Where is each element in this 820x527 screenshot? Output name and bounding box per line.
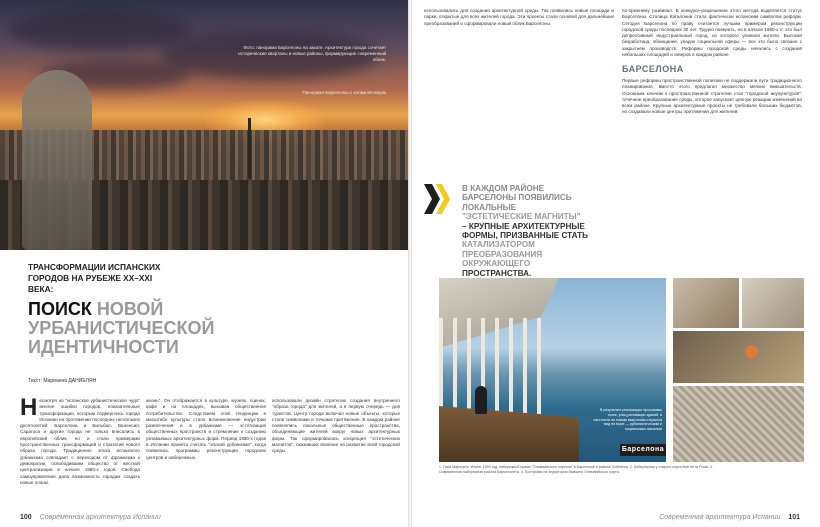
page-gutter [408,0,412,527]
page-number-right: 101 [788,514,800,521]
page-number-left: 100 [20,514,32,521]
thumbnail-photo-3 [673,331,804,383]
hero-photo-barcelona-sunset [0,0,408,250]
right-body-column-2-top [622,8,802,60]
right-body-column-2 [622,78,802,274]
right-body-column-1 [424,8,614,178]
photo-label-barcelona: Барселона [620,444,666,456]
article-title [28,300,248,357]
folio-left [20,514,161,521]
body-column-3 [272,398,400,508]
hero-caption: Фото: панорама Барселоны на закате. Архитектура города сочетает исторические кварталы и новые районы, формирующие современный облик. [238,45,386,62]
quote-line-3: – КРУПНЫЕ АРХИТЕКТУРНЫЕ ФОРМЫ, ПРИЗВАННЫЕ СТАТЬ [462,221,589,241]
magazine-name-right: Современная архитектура Испании [659,514,781,521]
quote-line-1: В КАЖДОМ РАЙОНЕ БАРСЕЛОНЫ ПОЯВИЛИСЬ ЛОКАЛЬНЫЕ [462,184,572,212]
title-part-grey-2: ИДЕНТИЧНОСТИ [28,337,179,357]
waterfront-photo [439,278,666,462]
body-column-2 [146,398,266,508]
pull-quote [462,184,600,278]
body-column-1 [20,398,140,508]
byline: Текст: Марианна ДАНИЕЛЯН [28,378,97,384]
dropcap: Н [20,398,38,421]
quote-line-5: ПРОСТРАНСТВА. [462,268,532,278]
quote-line-4: КАТАЛИЗАТОРОМ ПРЕОБРАЗОВАНИЯ ОКРУЖАЮЩЕГО [462,240,543,269]
body-text-1: есмотря на "испанское урбанистическое чудо" многие ошибки городов, показательные трансформации, которым подверглись города Испании на протяжении последних нескольких десятилетий: Барселона и Бильбао, Валенсия, Сарагоса и другие города не только вписались в европейский облик, но и стали примерами пространственных трансформаций и стратегий нового образа города. Традиционно эпоха испанского урбанизма совпадает с переходом от франкизма к демократии, освободившим общество от жесткой централизации в начале 1980-х годов. Свобода самоуправления дала возможность городам создать новые планы. [20,398,140,485]
thumbnail-photo-4 [673,386,804,462]
tv-tower [248,118,251,178]
quote-line-2: "ЭСТЕТИЧЕСКИЕ МАГНИТЫ" [462,212,581,222]
article-kicker: ТРАНСФОРМАЦИИ ИСПАНСКИХ ГОРОДОВ НА РУБЕЖЕ XX–XXI ВЕКА: [28,262,161,294]
title-part-grey-1: НОВОЙ УРБАНИСТИЧЕСКОЙ [28,299,215,338]
title-part-black: ПОИСК [28,299,97,319]
section-heading: БАРСЕЛОНА [622,64,684,74]
thumbnail-photo-2 [742,278,804,328]
right-body-text-2: Первые реформы пространственной политики не поддержали пути традиционного планирования, вместо этого предлагая множество мелких вмешательств. Основным ключом к пространственной стратегии стал "городской акупунктурой": точечное преобразование среды, которое запускает цепную реакцию изменений во всем районе. Крупные архитектурные проекты не требовали больших бюджетов, но создавали новые центры притяжения для жителей. [622,78,802,115]
photo-caption: В результате реализации программы точек, улиц реновации зданий, в частности по новым кварталам открылся вид на море — урбанистическим и социальным смыслом [593,408,662,432]
chevron-quote-icon [424,182,454,216]
magazine-name-left: Современная архитектура Испании [39,514,161,521]
body-text-2: жизнь". Он отображается в культуре, музеях, сценах, кафе и на площадях, вызывая общественное потребительство. Следствием этой тенденции в масштабе культуры стало возникновение индустрии развлечения и в урбанизме — эстетизация общественных пространств и стремление к созданию узнаваемых архитектурных форм. Период 1980-х годов в Испании принято считать "эпохой урбанизма", когда появились программы реконструкции городских центров и набережных. [146,398,266,460]
right-body-text-1: использовались для создания архитектурной среды. Так появились новые площади и парки, открытые для всех жителей города. Эти проекты стали основой для дальнейших преобразований и сформировали новый облик Барселоны. [424,8,614,26]
statue-figure [22,70,92,250]
person-silhouette [475,386,487,414]
photo-footnotes: 1. Парк Марпорта: Изоля, 1990 год, набережной прямо "Олимпийского портала" в Барселоне и районе Побленоу. 2. Набережная у старого порта Moll de la Fusta. 3. Современная набережная района Барселонета. 4. Постройки на территории бывшего Олимпийского порта. [439,465,713,474]
body-text-3: использовали дизайн стратегию создания внутреннего "образа города" для жителей, а в первую очередь — для туристов. Центр города включал новые объекты, которые стали символами и точками притяжения. В каждом районе появлялись локальные общественные пространства, объединяющие жителей вокруг новых архитектурных форм. Так сформировалась концепция "эстетических магнитов", оказавших влияние на развитие всей городской среды. [272,398,400,454]
right-body-text-2-top: по-прежнему развивал. В конкурсе-разрешении этого метода выделяется статус Барселоны. Столица Каталонии стала фактически испанским символом реформ. Сегодня Барселона по праву считается лучшим примером реконструкции городской среды последних 30 лет. Трудно поверить, но в начале 1980-х гг. это был депрессивный индустриальный город, из которого уезжали жители. Высокая безработица, обнищание, упадок социальной сферы — все это было связано с закрытием производств. Реформы городской среды начались с создания небольших площадей и скверов в каждом районе. [622,8,802,58]
hero-caption-2: Панорама Барселоны с холма Монжуик [302,90,386,95]
folio-right [659,514,800,521]
thumbnail-photo-1 [673,278,739,328]
